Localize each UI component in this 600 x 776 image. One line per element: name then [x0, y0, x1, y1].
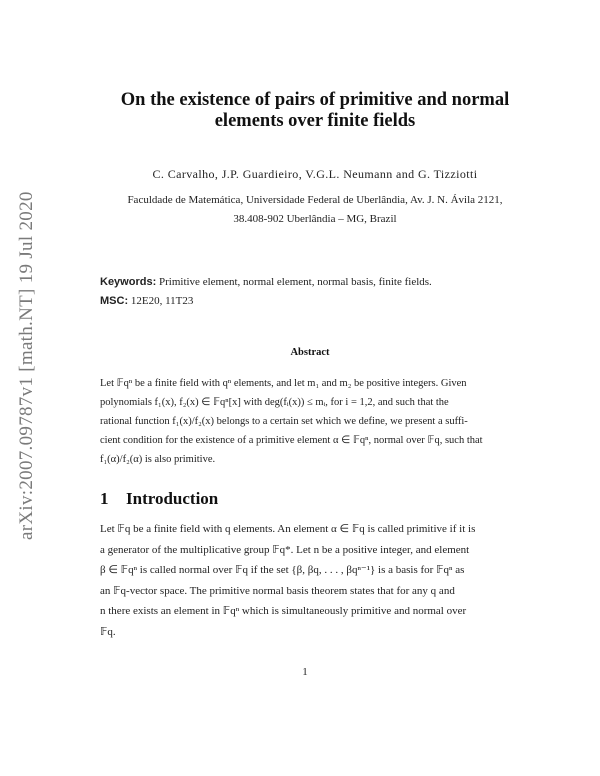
arxiv-identifier: arXiv:2007.09787v1 [math.NT] 19 Jul 2020: [16, 191, 37, 540]
abstract-body: [100, 374, 519, 469]
section-number: 1: [100, 489, 109, 508]
affiliation-line-1: Faculdade de Matemática, Universidade Federal de Uberlândia, Av. J. N. Ávila 2121,: [127, 194, 503, 206]
msc: [100, 295, 193, 307]
intro-line: an 𝔽q-vector space. The primitive normal basis theorem states that for any q and: [100, 584, 455, 597]
intro-line: 𝔽q.: [100, 625, 116, 638]
intro-line: β ∈ 𝔽qⁿ is called normal over 𝔽q if the set {β, βq, . . . , βqⁿ⁻¹} is a basis for 𝔽qⁿ as: [100, 564, 465, 576]
affiliation: [70, 191, 560, 229]
page-number: 1: [302, 666, 308, 678]
authors: C. Carvalho, J.P. Guardieiro, V.G.L. Neumann and G. Tizziotti: [152, 167, 478, 181]
keywords: [100, 276, 432, 288]
msc-label: MSC:: [100, 295, 129, 307]
intro-line: a generator of the multiplicative group 𝔽q*. Let n be a positive integer, and element: [100, 543, 470, 556]
abstract-line: Let 𝔽qⁿ be a finite field with qⁿ elements, and let m₁ and m₂ be positive integers. Given: [100, 378, 467, 389]
paper-title-line-1: On the existence of pairs of primitive and normal: [120, 90, 510, 110]
intro-line: Let 𝔽q be a finite field with q elements. An element α ∈ 𝔽q is called primitive if it is: [100, 523, 476, 535]
abstract-line: f₁(α)/f₂(α) is also primitive.: [100, 454, 216, 465]
paper-title-line-2: elements over finite fields: [214, 111, 416, 131]
arxiv-side-label: [14, 180, 42, 540]
abstract-line: polynomials f₁(x), f₂(x) ∈ 𝔽qⁿ[x] with deg(fᵢ(x)) ≤ mᵢ, for i = 1,2, and such that the: [100, 397, 449, 408]
abstract-title: Abstract: [290, 347, 330, 358]
affiliation-line-2: 38.408-902 Uberlândia – MG, Brazil: [233, 213, 397, 225]
section-title: Introduction: [126, 489, 219, 508]
keywords-text: Primitive element, normal element, normal basis, finite fields.: [159, 276, 432, 288]
intro-line: n there exists an element in 𝔽qⁿ which is simultaneously primitive and normal over: [100, 605, 467, 617]
abstract-line: rational function f₁(x)/f₂(x) belongs to a certain set which we define, we present a suffi-: [100, 416, 468, 427]
section-heading: [100, 489, 218, 509]
msc-text: 12E20, 11T23: [130, 295, 194, 307]
keywords-label: Keywords:: [100, 276, 157, 288]
paper-title: [70, 90, 560, 132]
introduction-body: [100, 519, 519, 642]
abstract-line: cient condition for the existence of a primitive element α ∈ 𝔽qⁿ, normal over 𝔽q, such that: [100, 435, 483, 446]
